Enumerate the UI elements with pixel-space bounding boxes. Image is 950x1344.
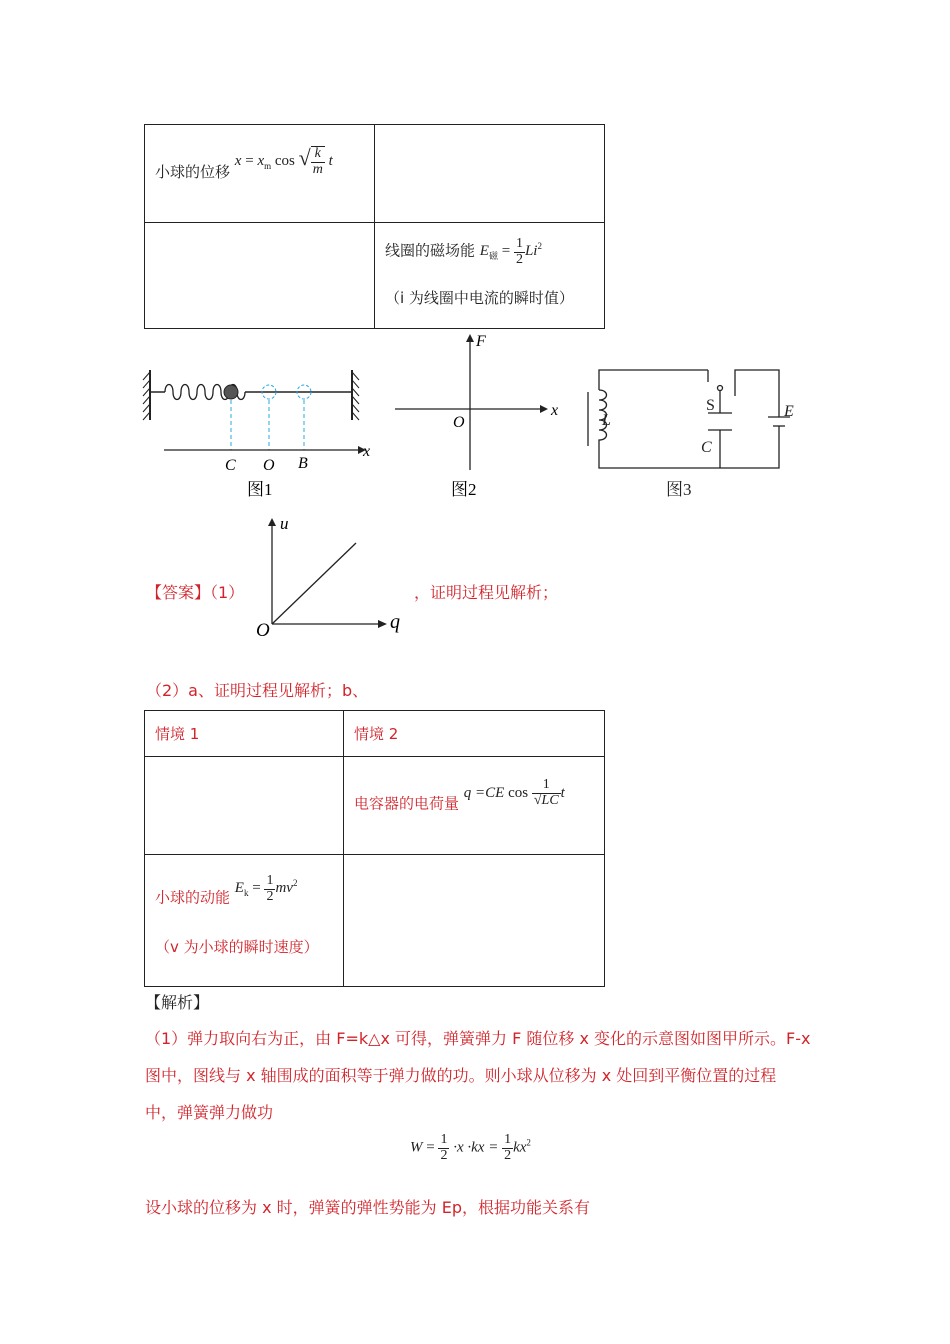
graph-label-o: O (256, 620, 270, 640)
fig2-label-x: x (551, 402, 559, 419)
graph-label-q: q (390, 611, 400, 633)
answer-graph-uq (250, 512, 410, 640)
analysis-paragraph-2: 图中，图线与 x 轴围成的面积等于弹力做的功。则小球从位移为 x 处回到平衡位置的过程 (145, 1066, 777, 1085)
fig2-label-o: O (453, 414, 465, 431)
fig3-label-e: E (784, 403, 794, 420)
table2-cell-empty-2 (344, 855, 605, 987)
magnetic-energy-note: （i 为线圈中电流的瞬时值） (385, 289, 574, 308)
answer-label: 【答案】（1） (146, 583, 245, 602)
fig2-label-f: F (476, 333, 486, 350)
kinetic-energy-label: 小球的动能 (155, 888, 231, 907)
table2-header-2: 情境 2 (344, 711, 605, 757)
charge-formula: q =CE cos $\frac{1}{√LC}$ t (463, 777, 565, 808)
table1-cell-empty-1 (375, 125, 605, 223)
table1-cell-magnetic-energy (375, 223, 605, 329)
fig3-label-s: S (706, 397, 715, 414)
kinetic-energy-note: （v 为小球的瞬时速度） (155, 938, 319, 957)
displacement-formula: $x = x_m$ cos √ $\frac{k}{m}$ t (234, 145, 333, 177)
magnetic-energy-formula: $E_磁$ = $\frac{1}{2}$ Li$^2$ (479, 235, 542, 267)
magnetic-energy-label: 线圈的磁场能 (385, 241, 476, 260)
answer-tail: ，证明过程见解析； (414, 583, 559, 602)
displacement-label: 小球的位移 (155, 163, 231, 182)
fig3-caption: 图3 (666, 480, 692, 499)
fig2-caption: 图2 (451, 480, 477, 499)
table2-header-1: 情境 1 (145, 711, 344, 757)
fig1-caption: 图1 (247, 480, 273, 499)
charge-label: 电容器的电荷量 (354, 794, 460, 813)
analysis-label: 【解析】 (145, 993, 210, 1012)
figure-2-axes (395, 333, 558, 499)
table2-cell-charge (344, 757, 605, 855)
answer-part2: （2）a、证明过程见解析；b、 (146, 681, 369, 700)
graph-label-u: u (280, 514, 289, 533)
figure-1-spring (143, 370, 370, 499)
analysis-paragraph-1: （1）弹力取向右为正，由 F=k△x 可得，弹簧弹力 F 随位移 x 变化的示意图如图甲所示。F-x (145, 1029, 811, 1048)
table1-cell-empty-2 (145, 223, 375, 329)
work-equation: W = $\frac{1}{2}$ ·x ·kx = $\frac{1}{2}$ $kx^2$ (410, 1132, 531, 1163)
figure-3-circuit (588, 370, 794, 499)
figures-row (130, 330, 830, 505)
fig3-label-l: L (602, 412, 611, 429)
table1-cell-displacement (145, 125, 375, 223)
fig1-label-o: O (263, 457, 275, 474)
fig1-label-x: x (363, 443, 371, 460)
fig1-label-b: B (298, 455, 308, 472)
kinetic-energy-formula: $E_k$ = $\frac{1}{2}$ $mv^2$ (234, 872, 298, 904)
analysis-paragraph-3: 中，弹簧弹力做功 (145, 1103, 274, 1122)
table2-cell-kinetic-energy (145, 855, 344, 987)
fig1-label-c: C (225, 457, 236, 474)
analysis-paragraph-4: 设小球的位移为 x 时，弹簧的弹性势能为 Ep，根据功能关系有 (145, 1198, 590, 1217)
table-1 (144, 124, 605, 329)
table-2 (144, 710, 605, 987)
fig3-label-c: C (701, 439, 712, 456)
table2-cell-empty-1 (145, 757, 344, 855)
